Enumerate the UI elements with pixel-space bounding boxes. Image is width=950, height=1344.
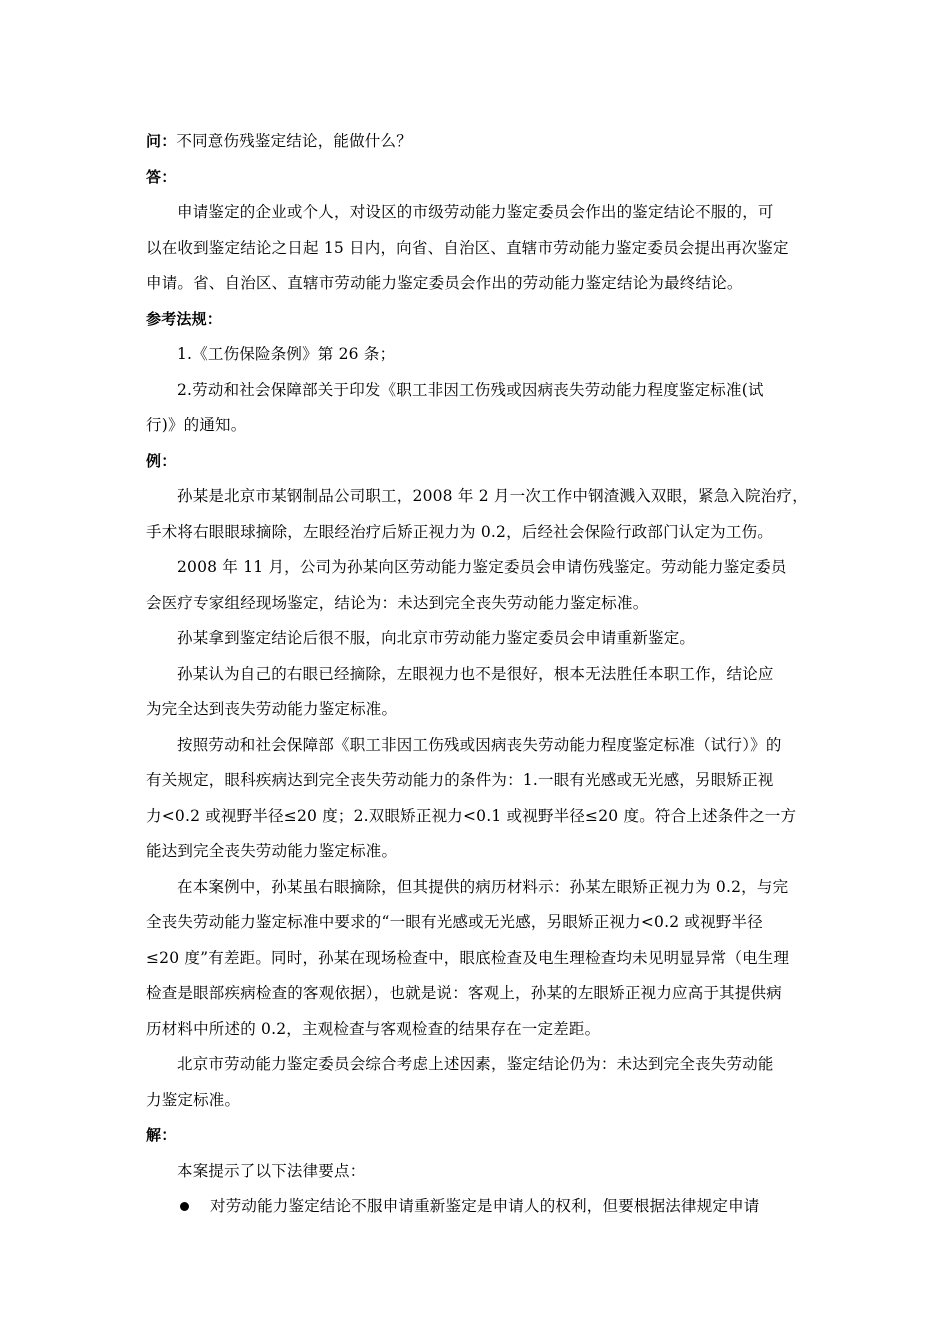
answer-line: 申请鉴定的企业或个人，对设区的市级劳动能力鉴定委员会作出的鉴定结论不服的，可 [177,203,774,221]
reference-item: 1.《工伤保险条例》第 26 条； [177,345,396,363]
answer-line: 申请。省、自治区、直辖市劳动能力鉴定委员会作出的劳动能力鉴定结论为最终结论。 [146,274,743,292]
bullet-icon [180,1202,189,1211]
example-line: 力鉴定标准。 [146,1090,241,1109]
example-line: 力<0.2 或视野半径≤20 度；2.双眼矫正视力<0.1 或视野半径≤20 度。符合上述条件之一方 [146,806,797,825]
example-line: 北京市劳动能力鉴定委员会综合考虑上述因素，鉴定结论仍为：未达到完全丧失劳动能 [177,1055,774,1073]
reference-item-continued: 行)》的通知。 [146,416,247,434]
example-line: 历材料中所述的 0.2，主观检查与客观检查的结果存在一定差距。 [146,1019,601,1038]
example-line: 检查是眼部疾病检查的客观依据），也就是说：客观上，孙某的左眼矫正视力应高于其提供病 [146,984,782,1002]
example-line: 能达到完全丧失劳动能力鉴定标准。 [146,842,398,860]
example-label: 例： [146,451,177,470]
references-label: 参考法规： [146,309,223,328]
example-line: 会医疗专家组经现场鉴定，结论为：未达到完全丧失劳动能力鉴定标准。 [146,593,649,612]
example-line: 孙某认为自己的右眼已经摘除，左眼视力也不是很好，根本无法胜任本职工作，结论应 [177,664,774,683]
example-line: 2008 年 11 月，公司为孙某向区劳动能力鉴定委员会申请伤残鉴定。劳动能力鉴定委员 [177,558,787,576]
example-line: 孙某是北京市某钢制品公司职工，2008 年 2 月一次工作中钢渣溅入双眼，紧急入院治疗， [177,487,808,505]
example-line: 按照劳动和社会保障部《职工非因工伤残或因病丧失劳动能力程度鉴定标准（试行）》的 [177,735,782,754]
example-line: 孙某拿到鉴定结论后很不服，向北京市劳动能力鉴定委员会申请重新鉴定。 [177,629,696,647]
example-line: 手术将右眼眼球摘除，左眼经治疗后矫正视力为 0.2，后经社会保险行政部门认定为工伤。 [146,522,773,541]
explanation-intro: 本案提示了以下法律要点： [177,1161,366,1180]
explanation-bullet-item [146,1189,812,1225]
question-label: 问： [146,132,177,150]
question-text: 不同意伤残鉴定结论，能做什么？ [176,132,412,150]
answer-line: 以在收到鉴定结论之日起 15 日内，向省、自治区、直辖市劳动能力鉴定委员会提出再次鉴定 [146,238,789,257]
bullet-text: 对劳动能力鉴定结论不服申请重新鉴定是申请人的权利，但要根据法律规定申请 [210,1197,760,1215]
answer-label: 答： [146,167,177,186]
example-line: 有关规定，眼科疾病达到完全丧失劳动能力的条件为：1.一眼有光感或无光感，另眼矫正视 [146,771,774,789]
example-line: 全丧失劳动能力鉴定标准中要求的“一眼有光感或无光感，另眼矫正视力<0.2 或视野半径 [146,913,763,931]
example-line: 为完全达到丧失劳动能力鉴定标准。 [146,700,398,718]
question-line [146,124,812,160]
document-page [146,124,812,1225]
example-line: ≤20 度”有差距。同时，孙某在现场检查中，眼底检查及电生理检查均未见明显异常（电生理 [146,948,790,967]
explanation-label: 解： [146,1126,177,1144]
reference-item: 2.劳动和社会保障部关于印发《职工非因工伤残或因病丧失劳动能力程度鉴定标准(试 [177,380,764,399]
example-line: 在本案例中，孙某虽右眼摘除，但其提供的病历材料示：孙某左眼矫正视力为 0.2，与完 [177,877,789,896]
